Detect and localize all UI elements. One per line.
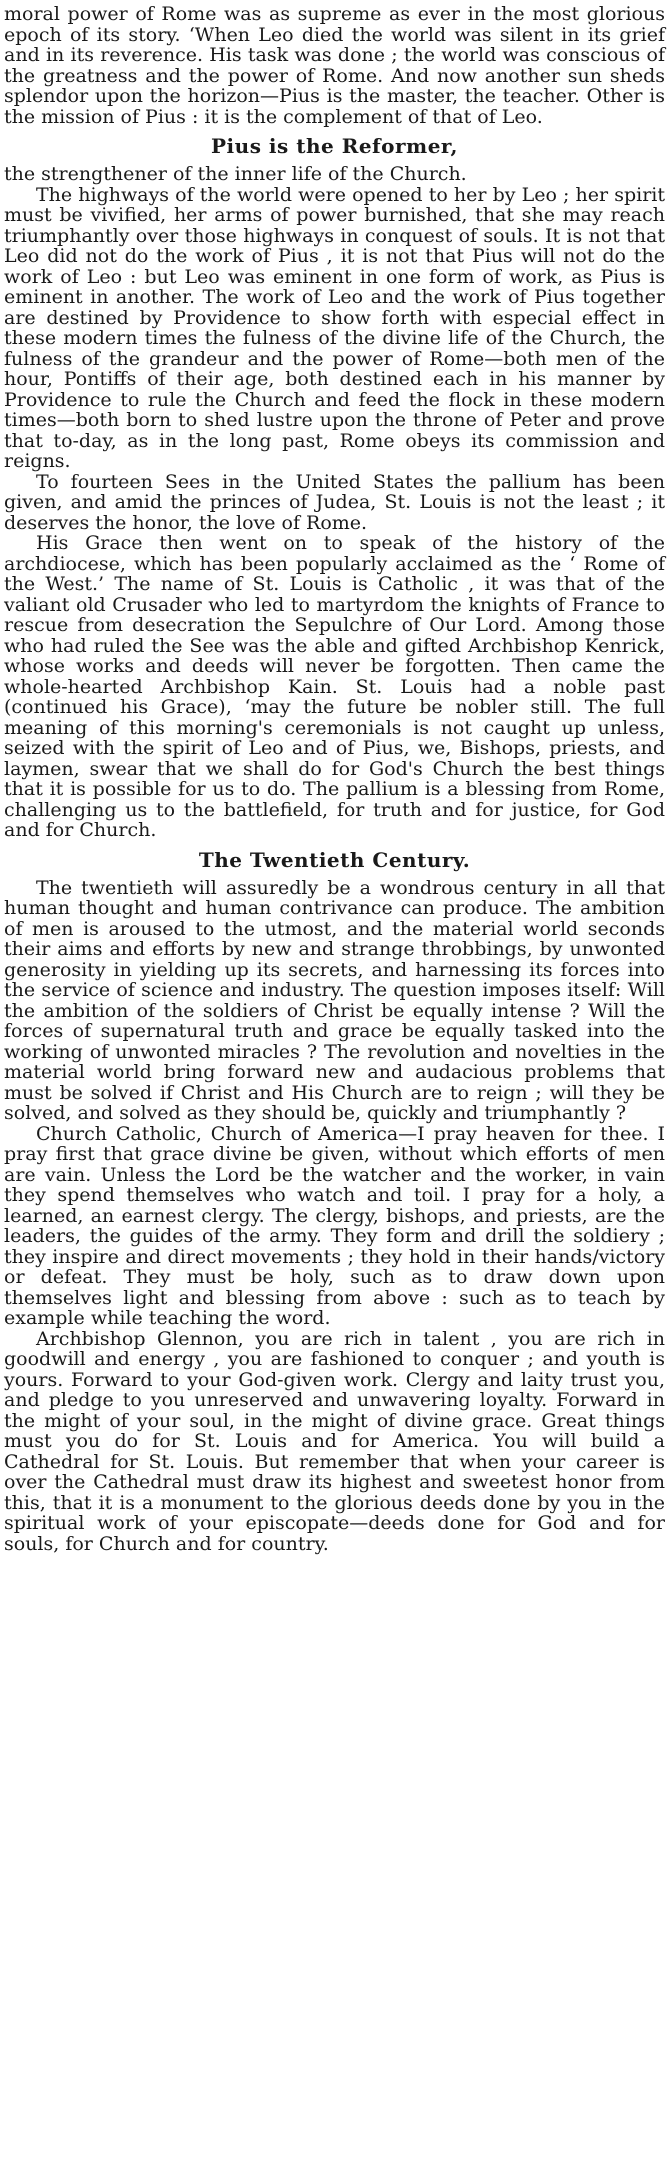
- paragraph-fourteen-sees: To fourteen Sees in the United States the pallium has been given, and amid the princes of Judea, St. Louis is not the least ; it deserves the honor, the love of Rome.: [4, 470, 665, 534]
- paragraph-highways: The highways of the world were opened to her by Leo ; her spirit must be vivified, her arms of power burnished, that she may reach triumphantly over those highways in conquest of souls. It is not that Leo did not do the work of Pius , it is not that Pius will not do the work of Leo : but Leo was eminent in one form of work, as Pius is eminent in another. The work of Leo and the work of Pius together are destined by Providence to show forth with especial effect in these modern times the fulness of the divine life of the Church, the fulness of the grandeur and the power of Rome—both men of the hour, Pontiffs of their age, both destined each in his manner by Providence to rule the Church and feed the flock in these modern times—both born to shed lustre upon the throne of Peter and prove that to-day, as in the long past, Rome obeys its commission and reigns.: [4, 183, 665, 472]
- paragraph-intro: moral power of Rome was as supreme as ever in the most glorious epoch of its story. ‘When Leo died the world was silent in its grief and in its reverence. His task was done ; the world was conscious of the greatness and the power of Rome. And now another sun sheds splendor upon the horizon—Pius is the master, the teacher. Other is the mission of Pius : it is the complement of that of Leo.: [4, 3, 665, 128]
- paragraph-archdiocese-history: His Grace then went on to speak of the history of the archdiocese, which has been popularly acclaimed as the ‘ Rome of the West.’ The name of St. Louis is Catholic , it was that of the valiant old Crusader who led to martyrdom the knights of France to rescue from desecration the Sepulchre of Our Lord. Among those who had ruled the See was the able and gifted Archbishop Kenrick, whose works and deeds will never be forgotten. Then came the whole-hearted Archbishop Kain. St. Louis had a noble past (continued his Grace), ‘may the future be nobler still. The full meaning of this morning's ceremonials is not caught up unless, seized with the spirit of Leo and of Pius, we, Bishops, priests, and laymen, swear that we shall do for God's Church the best things that it is possible for us to do. The pallium is a blessing from Rome, challenging us to the battlefield, for truth and for justice, for God and for Church.: [4, 532, 665, 841]
- paragraph-archbishop-glennon: Archbishop Glennon, you are rich in talent , you are rich in goodwill and energy , you are fashioned to conquer ; and youth is yours. Forward to your God-given work. Clergy and laity trust you, and pledge to you unreserved and unwavering loyalty. Forward in the might of your soul, in the might of divine grace. Great things must you do for St. Louis and for America. You will build a Cathedral for St. Louis. But remember that when your career is over the Cathedral must draw its highest and sweetest honor from this, that it is a monument to the glorious deeds done by you in the spiritual work of your episcopate—deeds done for God and for souls, for Church and for country.: [4, 1327, 665, 1555]
- subheading-reformer: Pius is the Reformer,: [211, 134, 458, 158]
- paragraph-twentieth-century: The twentieth will assuredly be a wondrous century in all that human thought and human contrivance can produce. The ambition of men is aroused to the utmost, and the material world seconds their aims and efforts by new and strange throbbings, by unwonted generosity in yielding up its secrets, and harnessing its forces into the service of science and industry. The question imposes itself: Will the ambition of the soldiers of Christ be equally intense ? Will the forces of supernatural truth and grace be equally tasked into the working of unwonted miracles ? The revolution and novelties in the material world bring forward new and audacious problems that must be solved if Christ and His Church are to reign ; will they be solved, and solved as they should be, quickly and triumphantly ?: [4, 876, 665, 1124]
- paragraph-reformer-lead: the strengthener of the inner life of the Church.: [4, 163, 467, 185]
- subheading-twentieth-century: The Twentieth Century.: [198, 847, 471, 872]
- paragraph-church-catholic: Church Catholic, Church of America—I pray heaven for thee. I pray first that grace divine be given, without which efforts of men are vain. Unless the Lord be the watcher and the worker, in vain they spend themselves who watch and toil. I pray for a holy, a learned, an earnest clergy. The clergy, bishops, and priests, are the leaders, the guides of the army. They form and drill the soldiery ; they inspire and direct movements ; they hold in their hands/victory or defeat. They must be holy, such as to draw down upon themselves light and blessing from above : such as to teach by example while teaching the word.: [4, 1122, 665, 1329]
